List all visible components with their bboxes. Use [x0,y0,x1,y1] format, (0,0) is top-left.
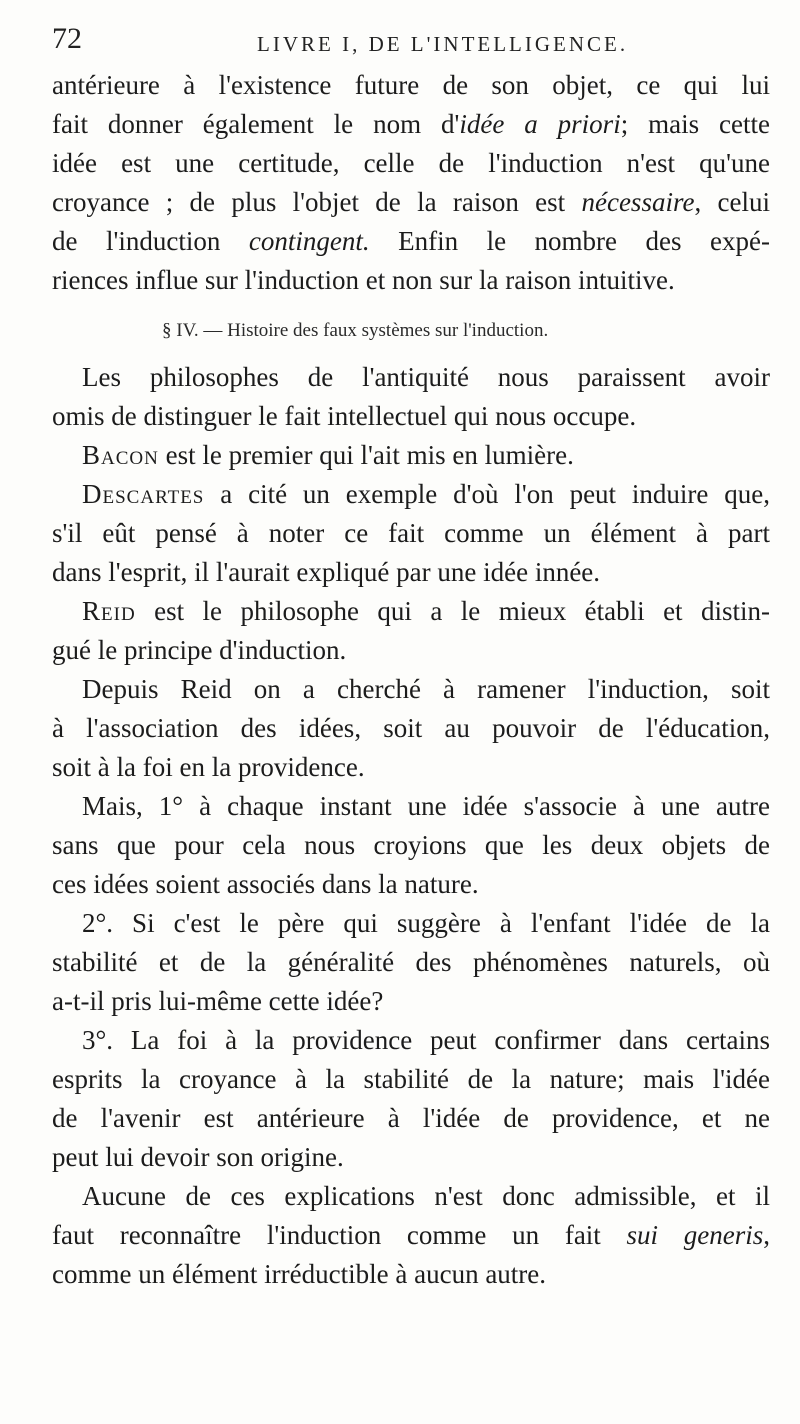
italic-term: idée a priori [459,109,621,139]
text-line: faut reconnaître l'induction comme un fait sui generis, [52,1220,770,1250]
italic-term: sui generis [626,1220,764,1250]
text-line: omis de distinguer le fait intellectuel qui nous occupe. [52,401,637,431]
text-line: riences influe sur l'induction et non sur la raison intuitive. [52,265,675,295]
running-head: LIVRE I, DE L'INTELLIGENCE. [257,32,629,56]
text-line: Descartes a cité un exemple d'où l'on peut induire que, [82,479,770,509]
text-line: de l'avenir est antérieure à l'idée de providence, et ne [52,1103,770,1133]
text-line: Bacon est le premier qui l'ait mis en lumière. [82,440,574,470]
section-heading: § IV. — Histoire des faux systèmes sur l'induction. [162,320,549,341]
text-line: soit à la foi en la providence. [52,752,365,782]
text-line: a-t-il pris lui-même cette idée? [52,986,384,1016]
italic-term: nécessaire [581,187,695,217]
author-name: Descartes [82,479,205,509]
text-line: comme un élément irréductible à aucun autre. [52,1259,547,1289]
text-line: à l'association des idées, soit au pouvoir de l'éducation, [52,713,770,743]
page-number: 72 [52,22,82,55]
page-header [52,22,752,62]
italic-term: contingent. [248,226,370,256]
text-line: Reid est le philosophe qui a le mieux établi et distin- [82,596,770,626]
text-line: gué le principe d'induction. [52,635,347,665]
text-line: idée est une certitude, celle de l'induction n'est qu'une [52,148,770,178]
text-line: fait donner également le nom d'idée a priori; mais cette [52,109,770,139]
text-line: sans que pour cela nous croyions que les deux objets de [52,830,770,860]
author-name: Reid [82,596,136,626]
text-line: 2°. Si c'est le père qui suggère à l'enfant l'idée de la [82,908,770,938]
body-text [52,66,770,1294]
text-line: 3°. La foi à la providence peut confirmer dans certains [82,1025,770,1055]
text-line: croyance ; de plus l'objet de la raison est nécessaire, celui [52,187,770,217]
text-line: dans l'esprit, il l'aurait expliqué par une idée innée. [52,557,601,587]
author-name: Bacon [82,440,159,470]
text-line: peut lui devoir son origine. [52,1142,344,1172]
text-line: s'il eût pensé à noter ce fait comme un élément à part [52,518,770,548]
text-line: Depuis Reid on a cherché à ramener l'induction, soit [82,674,770,704]
text-line: esprits la croyance à la stabilité de la nature; mais l'idée [52,1064,770,1094]
text-line: Mais, 1° à chaque instant une idée s'associe à une autre [82,791,770,821]
text-line: de l'induction contingent. Enfin le nombre des expé- [52,226,770,256]
text-line: antérieure à l'existence future de son objet, ce qui lui [52,70,770,100]
text-line: ces idées soient associés dans la nature. [52,869,479,899]
text-line: Les philosophes de l'antiquité nous paraissent avoir [82,362,770,392]
text-line: Aucune de ces explications n'est donc admissible, et il [82,1181,770,1211]
text-line: stabilité et de la généralité des phénomènes naturels, où [52,947,770,977]
